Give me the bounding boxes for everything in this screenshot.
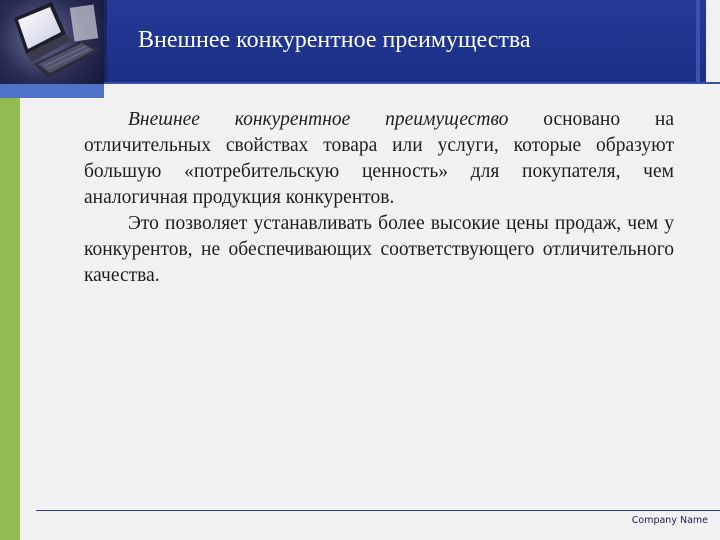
company-name: Company Name: [631, 515, 708, 526]
header-divider: [104, 0, 107, 84]
header-right-bar: [696, 0, 700, 84]
slide-title: Внешнее конкурентное преимущества: [138, 27, 531, 53]
emphasized-term: Внешнее конкурентное преимущество: [128, 109, 509, 130]
paragraph-1: [84, 107, 674, 211]
header-bottom-line: [104, 82, 720, 84]
paragraph-1-text: основано на отличительных свойствах товара или услуги, которые образуют большую «потребительскую ценность» для покупателя, чем аналогичная продукция конкурентов.: [84, 109, 674, 208]
left-accent-stripe-blue: [0, 84, 104, 98]
header-right-edge: [706, 0, 720, 84]
left-accent-stripe-green: [0, 84, 20, 540]
paragraph-2: Это позволяет устанавливать более высокие цены продаж, чем у конкурентов, не обеспечивающих соответствующего отличительного качества.: [84, 213, 674, 286]
footer-line: [36, 510, 720, 511]
computer-monitor-icon: [0, 0, 104, 84]
slide-body: [84, 107, 674, 289]
